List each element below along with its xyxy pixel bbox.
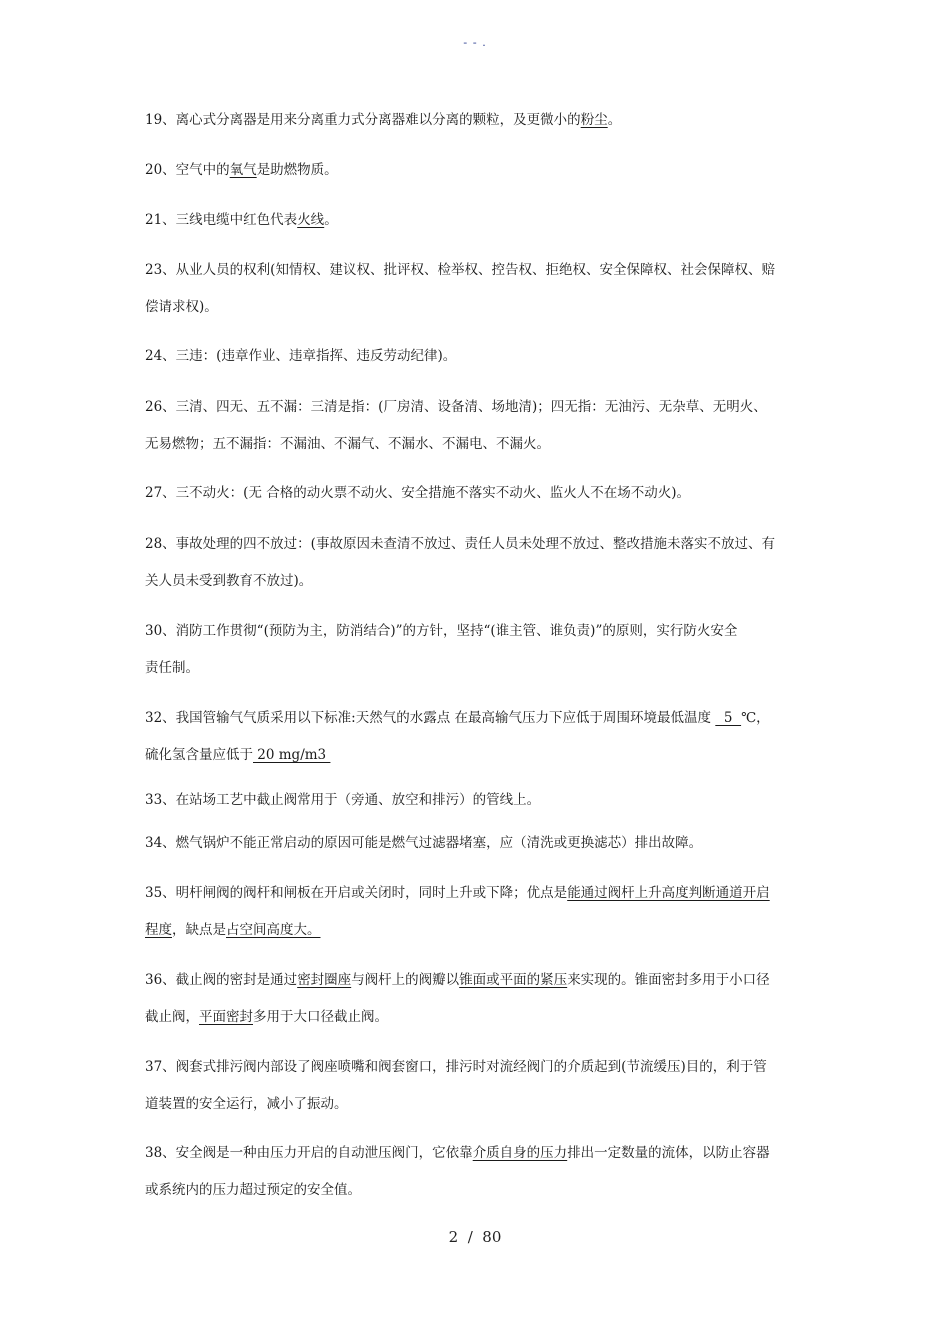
item-35-line-2: 程度，缺点是占空间高度大。 (145, 922, 321, 938)
item-33: 33、在站场工艺中截止阀常用于（旁通、放空和排污）的管线上。 (145, 792, 541, 808)
item-30-line-1: 30、消防工作贯彻“(预防为主，防消结合)”的方针，坚持“(谁主管、谁负责)”的原则，实行防火安全 (145, 623, 738, 639)
item-26-line-2: 无易燃物；五不漏指：不漏油、不漏气、不漏水、不漏电、不漏火。 (145, 436, 550, 452)
item-26 (145, 389, 809, 463)
item-37 (145, 1049, 809, 1123)
item-32-line-1: 32、我国管输气气质采用以下标准:天然气的水露点 在最高输气压力下应低于周围环境最低温度 5 ℃， (145, 710, 770, 726)
item-38-line-1: 38、安全阀是一种由压力开启的自动泄压阀门，它依靠介质自身的压力排出一定数量的流体，以防止容器 (145, 1145, 770, 1161)
item-23-line-1: 23、从业人员的权利(知情权、建议权、批评权、检举权、控告权、拒绝权、安全保障权、社会保障权、赔 (145, 262, 775, 278)
item-28-line-2: 关人员未受到教育不放过)。 (145, 573, 313, 589)
item-32 (145, 700, 809, 774)
item-21: 21、三线电缆中红色代表火线。 (145, 212, 338, 228)
item-36-line-1: 36、截止阀的密封是通过密封圈座与阀杆上的阀瓣以锥面或平面的紧压来实现的。锥面密封多用于小口径 (145, 972, 770, 988)
item-38 (145, 1135, 809, 1209)
item-36 (145, 962, 809, 1036)
item-35 (145, 875, 809, 949)
item-30 (145, 613, 809, 687)
item-19: 19、离心式分离器是用来分离重力式分离器难以分离的颗粒，及更微小的粉尘。 (145, 112, 622, 128)
page-number: 2 / 80 (448, 1228, 502, 1246)
item-38-line-2: 或系统内的压力超过预定的安全值。 (145, 1182, 361, 1198)
item-37-line-2: 道装置的安全运行，减小了振动。 (145, 1096, 348, 1112)
item-32-line-2: 硫化氢含量应低于 20 mg/m3 (145, 747, 331, 763)
item-20: 20、空气中的氧气是助燃物质。 (145, 162, 338, 178)
item-23-line-2: 偿请求权)。 (145, 299, 218, 315)
item-34: 34、燃气锅炉不能正常启动的原因可能是燃气过滤器堵塞，应（清洗或更换滤芯）排出故障。 (145, 835, 703, 851)
item-36-line-2: 截止阀，平面密封多用于大口径截止阀。 (145, 1009, 388, 1025)
item-35-line-1: 35、明杆闸阀的阀杆和闸板在开启或关闭时，同时上升或下降；优点是能通过阀杆上升高度判断通道开启 (145, 885, 770, 901)
item-23 (145, 252, 809, 326)
item-26-line-1: 26、三清、四无、五不漏：三清是指：(厂房清、设备清、场地清)；四无指：无油污、无杂草、无明火、 (145, 399, 767, 415)
item-30-line-2: 责任制。 (145, 660, 199, 676)
item-24: 24、三违：(违章作业、违章指挥、违反劳动纪律)。 (145, 348, 457, 364)
item-28-line-1: 28、事故处理的四不放过：(事故原因未查清不放过、责任人员未处理不放过、整改措施未落实不放过、有 (145, 536, 775, 552)
item-37-line-1: 37、阀套式排污阀内部设了阀座喷嘴和阀套窗口，排污时对流经阀门的介质起到(节流缓压)目的，利于管 (145, 1059, 767, 1075)
item-28 (145, 526, 809, 600)
item-27: 27、三不动火：(无 合格的动火票不动火、安全措施不落实不动火、监火人不在场不动火)。 (145, 485, 691, 501)
header-mark: - - . (463, 36, 487, 49)
